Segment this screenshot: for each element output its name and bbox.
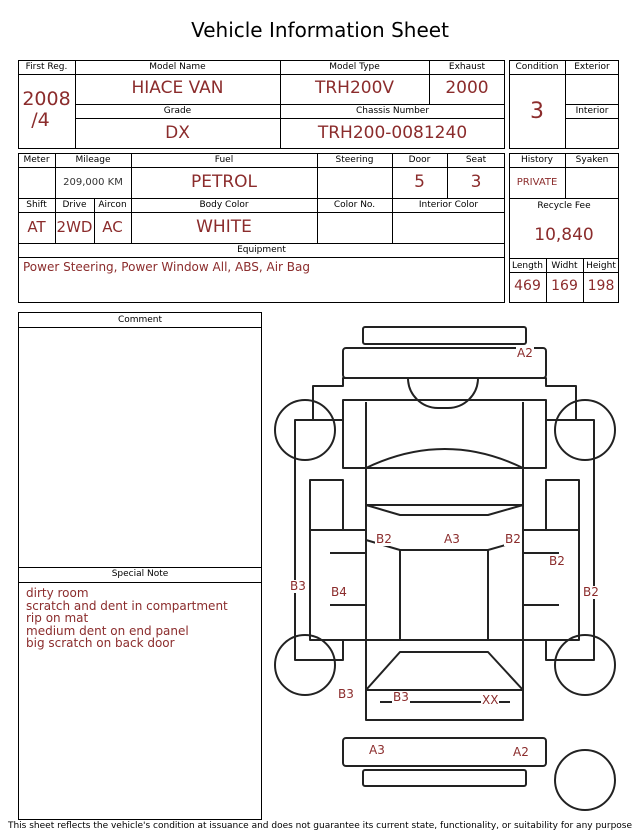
drive-value: 2WD <box>56 218 93 236</box>
fuel-label: Fuel <box>214 155 234 165</box>
spare-wheel <box>555 750 615 810</box>
aircon-value: AC <box>102 218 123 236</box>
special-note-label: Special Note <box>111 569 169 579</box>
meter-label: Meter <box>23 155 50 165</box>
color-no-label: Color No. <box>333 200 376 210</box>
footer-disclaimer: This sheet reflects the vehicle's condition at issuance and does not guarantee its current state, functionality, or suitability for any purpose <box>7 821 633 831</box>
history-label: History <box>520 155 554 165</box>
damage-mark-roof: A3 <box>444 532 460 546</box>
aircon-label: Aircon <box>98 200 127 210</box>
seat-label: Seat <box>465 155 487 165</box>
page-title: Vehicle Information Sheet <box>191 18 449 42</box>
damage-mark-rear-bumper-right: A2 <box>513 745 529 759</box>
length-value: 469 <box>514 278 541 294</box>
syaken-label: Syaken <box>575 155 609 165</box>
recycle-fee-value: 10,840 <box>534 225 594 245</box>
special-note-item: big scratch on back door <box>26 636 175 650</box>
history-value: PRIVATE <box>516 177 558 188</box>
damage-mark-rear-left-quarter: B3 <box>338 687 354 701</box>
mileage-value: 209,000 KM <box>63 177 123 188</box>
equipment-label: Equipment <box>237 245 286 255</box>
equipment-value: Power Steering, Power Window All, ABS, Air Bag <box>23 260 311 274</box>
height-label: Height <box>586 261 616 271</box>
body-color-label: Body Color <box>199 200 249 210</box>
recycle-fee-label: Recycle Fee <box>537 201 591 211</box>
model-type-label: Model Type <box>329 62 380 72</box>
condition-value: 3 <box>530 99 544 124</box>
first-reg-month: /4 <box>31 109 50 131</box>
front-bumper-part <box>363 327 526 344</box>
model-name-label: Model Name <box>149 62 206 72</box>
model-name-value: HIACE VAN <box>131 78 224 98</box>
condition-label: Condition <box>515 62 559 72</box>
first-reg-label: First Reg. <box>25 62 68 72</box>
mileage-label: Mileage <box>75 155 111 165</box>
exterior-label: Exterior <box>574 62 610 72</box>
special-note-item: medium dent on end panel <box>26 623 189 638</box>
damage-mark-front-bumper: A2 <box>517 346 533 360</box>
special-note-item: rip on mat <box>26 611 89 625</box>
damage-mark-rear-bumper-left: A3 <box>369 743 385 757</box>
damage-mark-right-door: B2 <box>549 554 565 568</box>
door-label: Door <box>408 155 431 165</box>
shift-label: Shift <box>26 200 47 210</box>
special-note-item: scratch and dent in compartment <box>26 598 228 613</box>
wheel-front-left <box>275 400 335 460</box>
interior-label: Interior <box>575 106 609 116</box>
body-color-value: WHITE <box>196 217 252 237</box>
chassis-number-value: TRH200-0081240 <box>317 123 468 143</box>
damage-mark-windshield-right: B2 <box>505 532 521 546</box>
fuel-value: PETROL <box>190 172 258 192</box>
grade-label: Grade <box>163 106 192 116</box>
grade-value: DX <box>165 123 190 143</box>
model-type-value: TRH200V <box>314 78 395 98</box>
rear-window-part <box>366 652 523 690</box>
damage-mark-right-body: B2 <box>583 585 599 599</box>
width-label: Widht <box>551 261 578 271</box>
wheel-rear-right <box>555 635 615 695</box>
steering-label: Steering <box>335 155 374 165</box>
windshield-part <box>366 449 523 505</box>
damage-mark-rear-panel: B3 <box>393 690 409 704</box>
height-value: 198 <box>587 278 615 294</box>
damage-mark-left-body: B3 <box>290 579 306 593</box>
comment-label: Comment <box>117 315 163 325</box>
door-value: 5 <box>414 172 425 192</box>
seat-value: 3 <box>470 172 482 192</box>
shift-value: AT <box>27 218 46 236</box>
interior-color-label: Interior Color <box>418 200 479 210</box>
first-reg-year: 2008 <box>22 88 71 110</box>
exhaust-label: Exhaust <box>448 62 486 72</box>
chassis-number-label: Chassis Number <box>355 106 430 116</box>
damage-mark-left-door: B4 <box>331 585 347 599</box>
special-note-item: dirty room <box>26 586 89 600</box>
front-body-part <box>313 378 576 420</box>
length-label: Length <box>511 261 544 271</box>
width-value: 169 <box>551 278 578 294</box>
wheel-front-right <box>555 400 615 460</box>
drive-label: Drive <box>62 200 87 210</box>
damage-mark-rear-right: XX <box>482 693 499 707</box>
damage-mark-windshield-left: B2 <box>376 532 392 546</box>
wheel-rear-left <box>275 635 335 695</box>
exhaust-value: 2000 <box>445 78 489 98</box>
